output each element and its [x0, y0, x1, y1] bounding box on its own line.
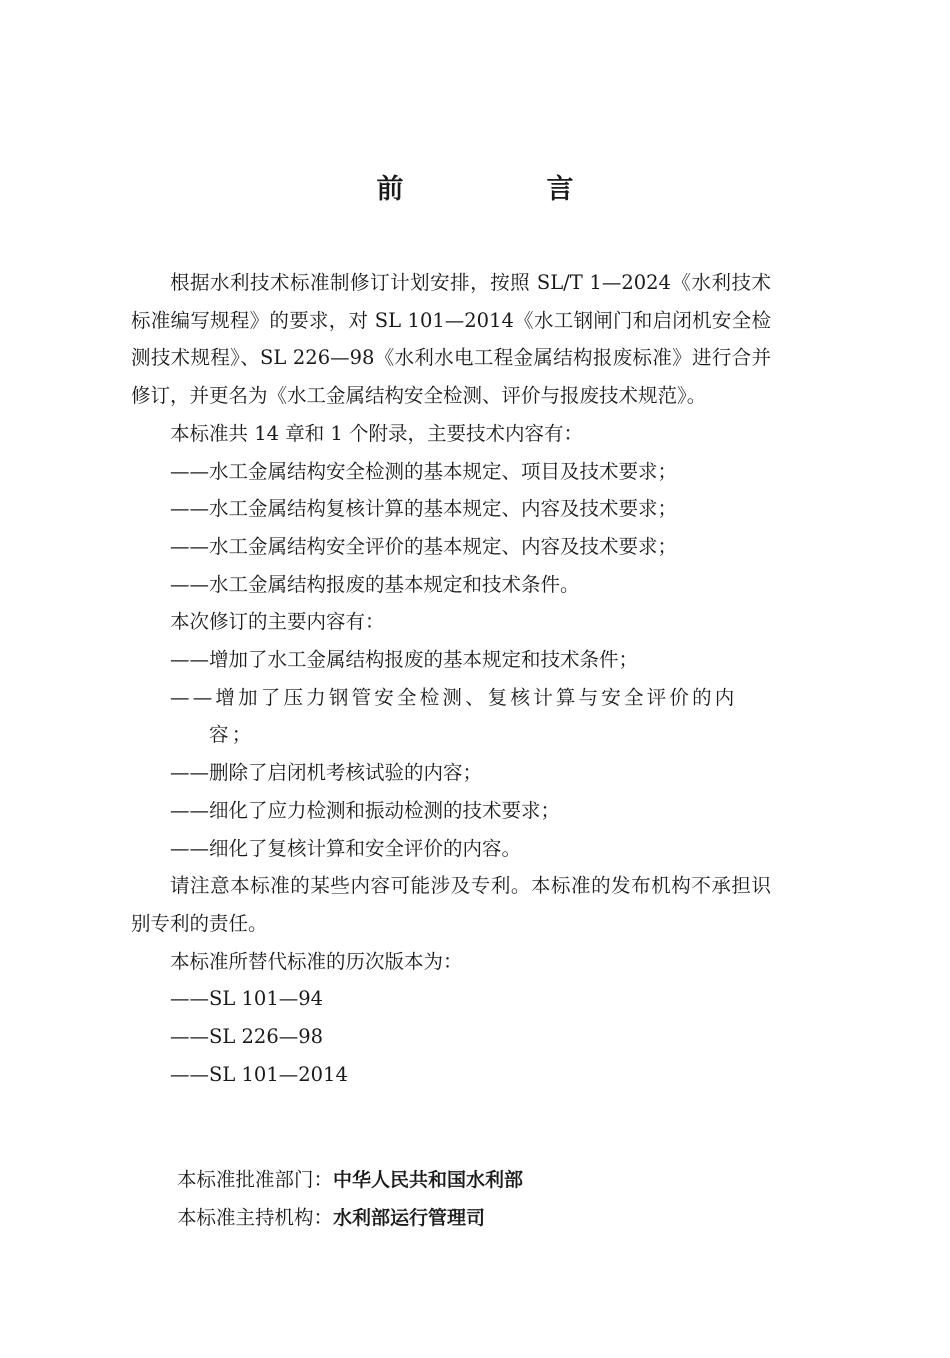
host-line	[177, 1199, 485, 1237]
revision-intro: 本次修订的主要内容有：	[170, 610, 385, 634]
revision-item: ——增加了水工金属结构报废的基本规定和技术条件；	[170, 648, 639, 672]
intro-paragraph: 根据水利技术标准制修订计划安排，按照 SL/T 1—2024《水利技术标准编写规程》的要求，对 SL 101—2014《水工钢闸门和启闭机安全检测技术规程》、SL 226—98《水利水电工程金属结构报废标准》进行合并修订，并更名为《水工金属结构安全检测、评价与报废技术规范》。	[131, 271, 771, 408]
revision-item: ——细化了应力检测和振动检测的技术要求；	[170, 798, 561, 822]
patent-note: 请注意本标准的某些内容可能涉及专利。本标准的发布机构不承担识别专利的责任。	[131, 874, 771, 935]
history-intro: 本标准所替代标准的历次版本为：	[170, 949, 463, 973]
scope-item: ——水工金属结构复核计算的基本规定、内容及技术要求；	[170, 497, 678, 521]
host-value: 水利部运行管理司	[333, 1207, 486, 1229]
history-item: ——SL 101—94	[170, 987, 324, 1011]
approval-label: 本标准批准部门：	[177, 1168, 334, 1191]
revision-item: ——删除了启闭机考核试验的内容；	[170, 761, 483, 785]
history-item: ——SL 226—98	[170, 1025, 324, 1049]
scope-intro: 本标准共 14 章和 1 个附录，主要技术内容有：	[170, 421, 584, 445]
revision-item: ——细化了复核计算和安全评价的内容。	[170, 836, 522, 860]
approval-line	[177, 1161, 523, 1199]
scope-item: ——水工金属结构报废的基本规定和技术条件。	[170, 572, 580, 596]
revision-item: ——增加了压力钢管安全检测、复核计算与安全评价的内容；	[170, 685, 738, 747]
scope-item: ——水工金属结构安全检测的基本规定、项目及技术要求；	[170, 459, 678, 483]
approval-value: 中华人民共和国水利部	[333, 1169, 524, 1191]
history-item: ——SL 101—2014	[170, 1062, 348, 1086]
scope-item: ——水工金属结构安全评价的基本规定、内容及技术要求；	[170, 534, 678, 558]
foreword-body	[131, 264, 771, 1093]
host-label: 本标准主持机构：	[177, 1206, 334, 1229]
page-title: 前 言	[376, 174, 632, 205]
